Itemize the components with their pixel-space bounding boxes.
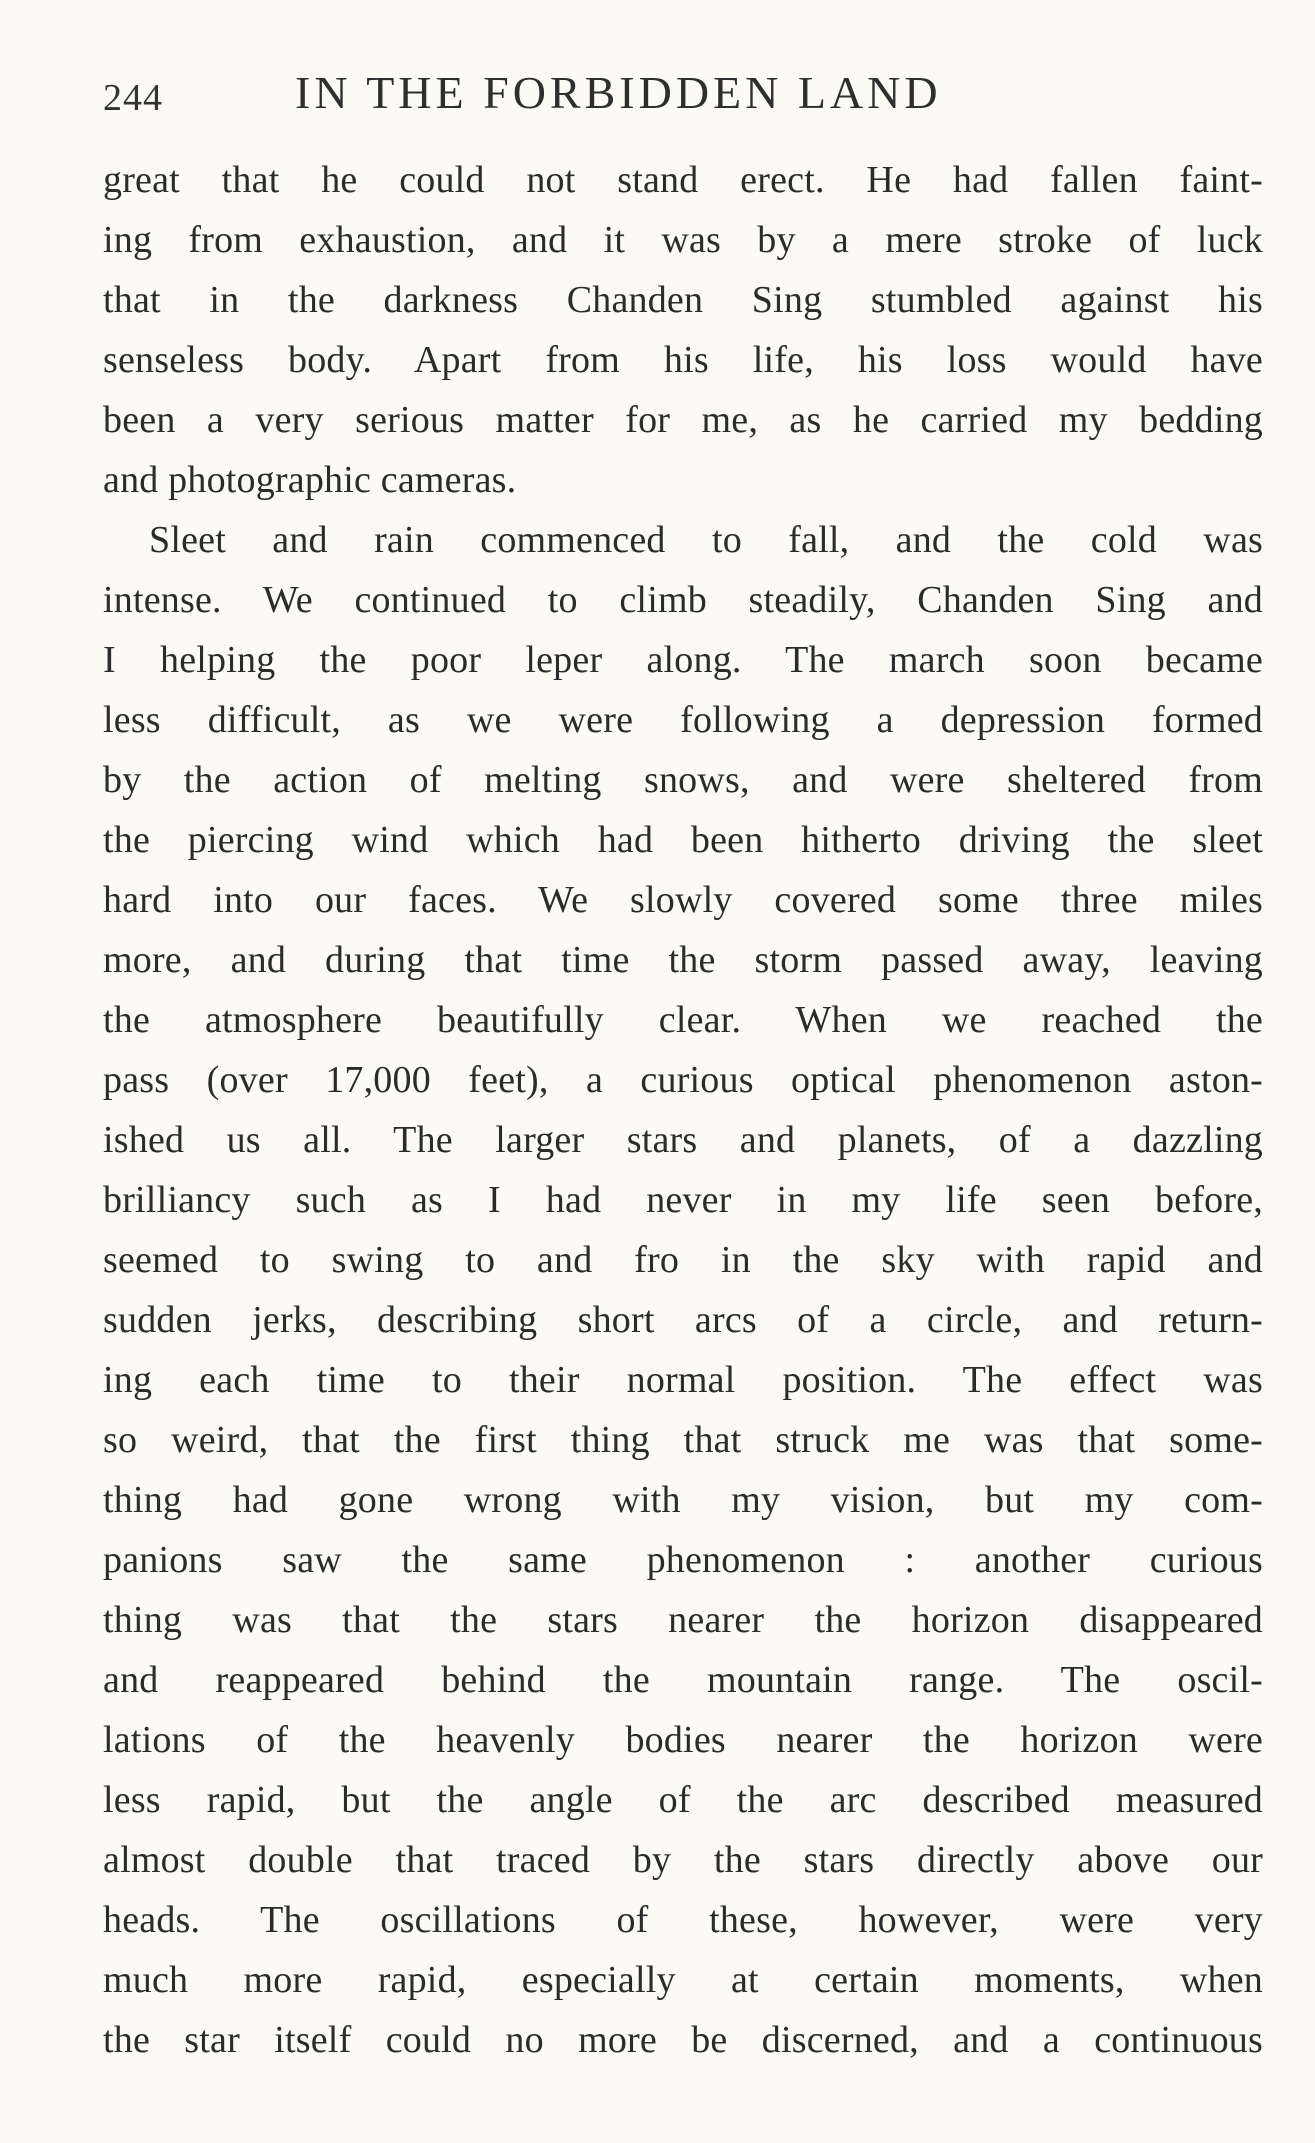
- text-line: much more rapid, especially at certain moments, when: [103, 1959, 1263, 2001]
- text-line: almost double that traced by the stars directly above our: [103, 1839, 1263, 1881]
- body-text: [103, 150, 1263, 2070]
- text-line: great that he could not stand erect. He had fallen faint-: [103, 159, 1263, 201]
- text-line: I helping the poor leper along. The march soon became: [103, 639, 1263, 681]
- text-line: less rapid, but the angle of the arc described measured: [103, 1779, 1263, 1821]
- text-line: the atmosphere beautifully clear. When we reached the: [103, 999, 1263, 1041]
- text-line: intense. We continued to climb steadily, Chanden Sing and: [103, 579, 1263, 621]
- text-line: been a very serious matter for me, as he carried my bedding: [103, 399, 1263, 441]
- text-line: ing from exhaustion, and it was by a mere stroke of luck: [103, 219, 1263, 261]
- text-line: and reappeared behind the mountain range. The oscil-: [103, 1659, 1263, 1701]
- text-line: ished us all. The larger stars and planets, of a dazzling: [103, 1119, 1263, 1161]
- text-line: hard into our faces. We slowly covered some three miles: [103, 879, 1263, 921]
- text-line: more, and during that time the storm passed away, leaving: [103, 939, 1263, 981]
- text-line: and photographic cameras.: [103, 459, 517, 501]
- text-line: the star itself could no more be discerned, and a continuous: [103, 2019, 1263, 2061]
- text-line: heads. The oscillations of these, however, were very: [103, 1899, 1263, 1941]
- page-number: 244: [103, 77, 163, 119]
- text-line: panions saw the same phenomenon : another curious: [103, 1539, 1263, 1581]
- text-line: by the action of melting snows, and were sheltered from: [103, 759, 1263, 801]
- text-line: ing each time to their normal position. The effect was: [103, 1359, 1263, 1401]
- text-line: seemed to swing to and fro in the sky with rapid and: [103, 1239, 1263, 1281]
- text-line: thing was that the stars nearer the horizon disappeared: [103, 1599, 1263, 1641]
- text-line: lations of the heavenly bodies nearer the horizon were: [103, 1719, 1263, 1761]
- text-line: that in the darkness Chanden Sing stumbled against his: [103, 279, 1263, 321]
- text-line: sudden jerks, describing short arcs of a circle, and return-: [103, 1299, 1263, 1341]
- text-line: senseless body. Apart from his life, his loss would have: [103, 339, 1263, 381]
- text-line: thing had gone wrong with my vision, but my com-: [103, 1479, 1263, 1521]
- text-line: so weird, that the first thing that struck me was that some-: [103, 1419, 1263, 1461]
- text-line: Sleet and rain commenced to fall, and the cold was: [149, 519, 1263, 561]
- text-line: the piercing wind which had been hitherto driving the sleet: [103, 819, 1263, 861]
- text-line: less difficult, as we were following a depression formed: [103, 699, 1263, 741]
- running-head: IN THE FORBIDDEN LAND: [295, 67, 942, 118]
- page-header: [103, 58, 1273, 128]
- text-line: brilliancy such as I had never in my life seen before,: [103, 1179, 1263, 1221]
- text-line: pass (over 17,000 feet), a curious optical phenomenon aston-: [103, 1059, 1263, 1101]
